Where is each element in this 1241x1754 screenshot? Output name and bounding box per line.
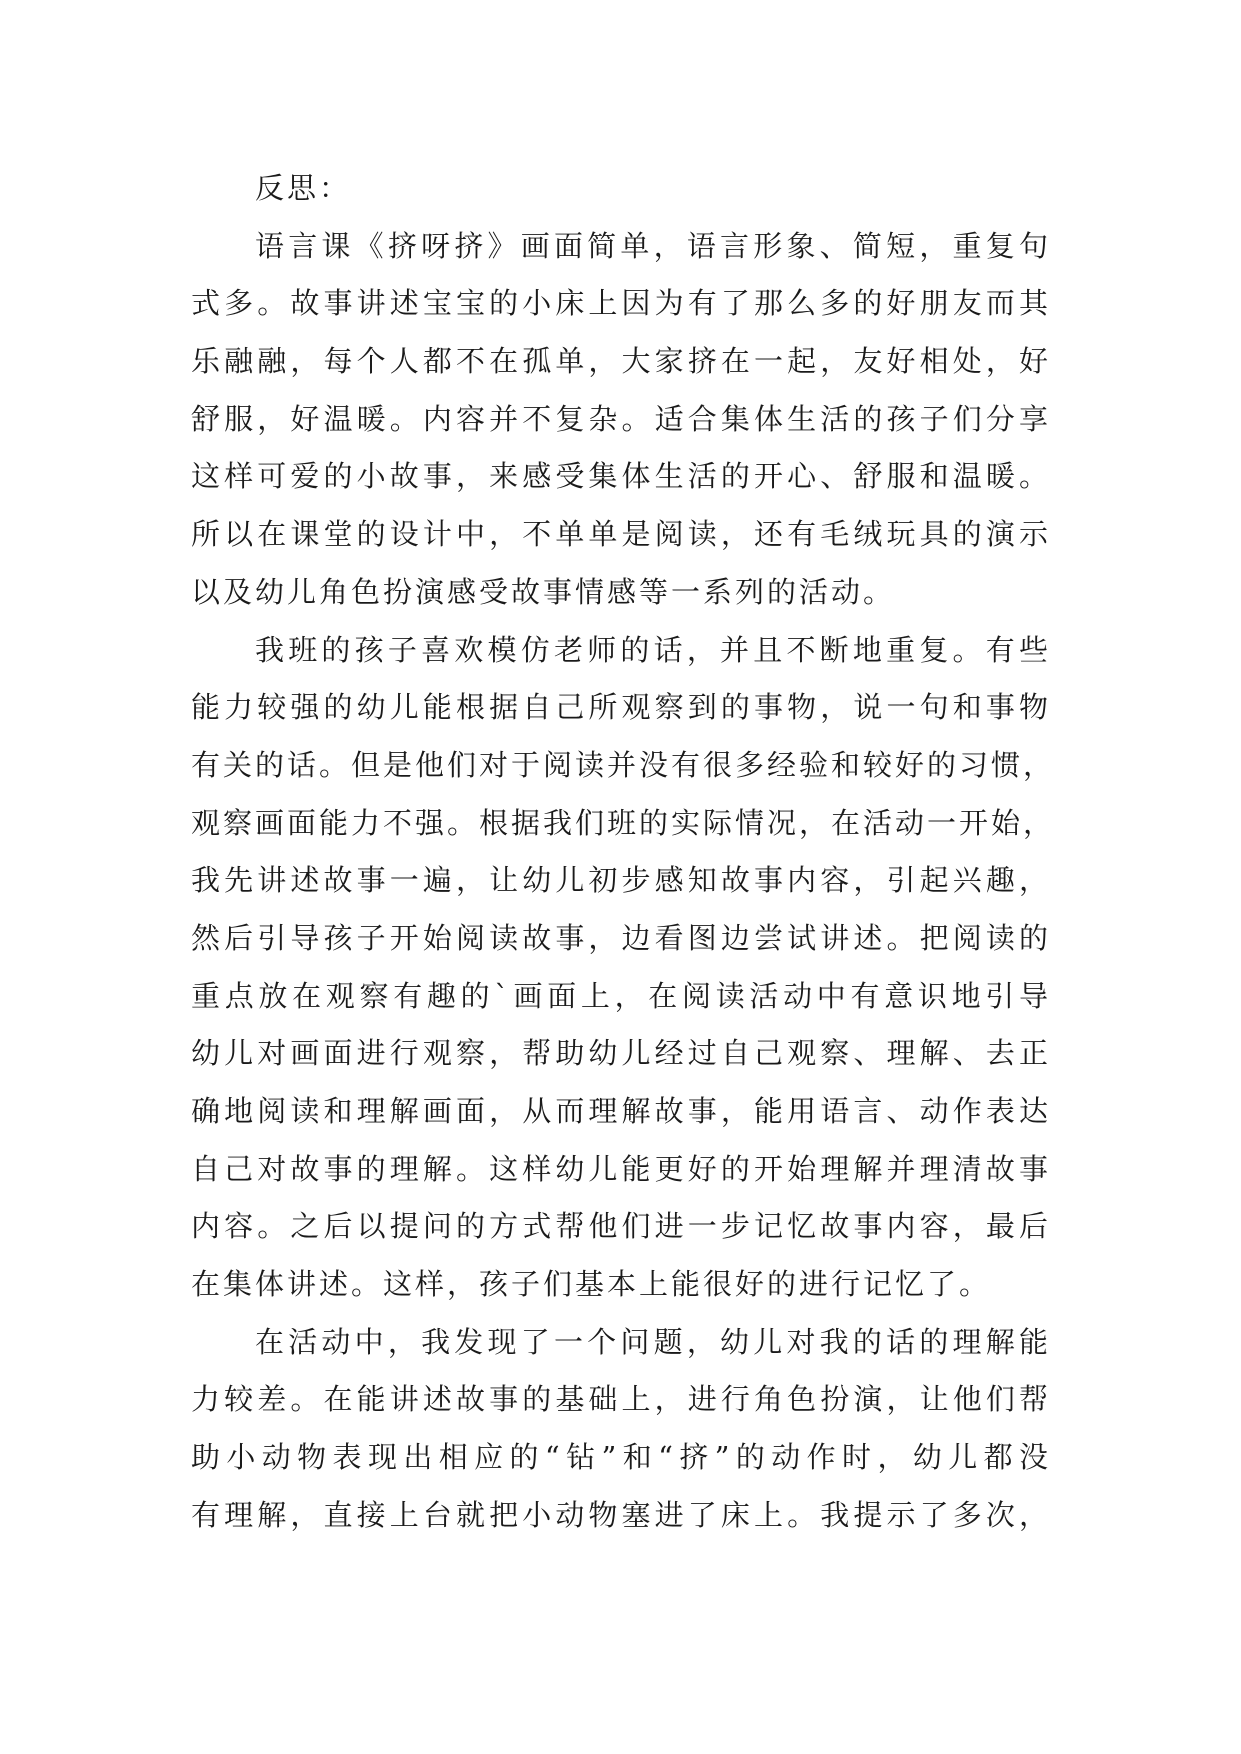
text-line: 能力较强的幼儿能根据自己所观察到的事物，说一句和事物: [191, 690, 1051, 725]
text-line: 这样可爱的小故事，来感受集体生活的开心、舒服和温暖。: [191, 459, 1051, 494]
text-line: 有理解，直接上台就把小动物塞进了床上。我提示了多次，: [191, 1497, 1051, 1532]
text-line: 确地阅读和理解画面，从而理解故事，能用语言、动作表达: [191, 1094, 1051, 1128]
text-line: 式多。故事讲述宝宝的小床上因为有了那么多的好朋友而其: [191, 286, 1051, 321]
text-line: 以及幼儿角色扮演感受故事情感等一系列的活动。: [191, 574, 896, 609]
document-body: [191, 160, 1056, 1545]
text-line: 内容。之后以提问的方式帮他们进一步记忆故事内容，最后: [191, 1209, 1051, 1244]
paragraph-3: [191, 1314, 1051, 1545]
paragraph-1: [191, 218, 1051, 622]
text-line: 我班的孩子喜欢模仿老师的话，并且不断地重复。有些: [255, 632, 1051, 667]
text-line: 乐融融，每个人都不在孤单，大家挤在一起，友好相处，好: [191, 344, 1051, 379]
section-heading: 反思：: [255, 171, 352, 205]
text-line: 幼儿对画面进行观察，帮助幼儿经过自己观察、理解、去正: [191, 1036, 1051, 1071]
text-line: 有关的话。但是他们对于阅读并没有很多经验和较好的习惯，: [191, 747, 1056, 782]
text-line: 自己对故事的理解。这样幼儿能更好的开始理解并理清故事: [191, 1151, 1051, 1186]
text-line: 在活动中，我发现了一个问题，幼儿对我的话的理解能: [255, 1324, 1051, 1359]
text-line: 我先讲述故事一遍，让幼儿初步感知故事内容，引起兴趣，: [191, 863, 1051, 898]
text-line: 所以在课堂的设计中，不单单是阅读，还有毛绒玩具的演示: [191, 517, 1051, 552]
text-line: 观察画面能力不强。根据我们班的实际情况，在活动一开始，: [191, 805, 1056, 840]
paragraph-2: [191, 622, 1056, 1314]
text-line: 在集体讲述。这样，孩子们基本上能很好的进行记忆了。: [191, 1267, 992, 1302]
text-line: 然后引导孩子开始阅读故事，边看图边尝试讲述。把阅读的: [191, 920, 1051, 955]
text-line: 重点放在观察有趣的`画面上，在阅读活动中有意识地引导: [191, 978, 1051, 1013]
text-line: 语言课《挤呀挤》画面简单，语言形象、简短，重复句: [255, 228, 1051, 263]
text-line: 助小动物表现出相应的“钻”和“挤”的动作时，幼儿都没: [191, 1440, 1051, 1475]
text-line: 力较差。在能讲述故事的基础上，进行角色扮演，让他们帮: [191, 1382, 1051, 1417]
text-line: 舒服，好温暖。内容并不复杂。适合集体生活的孩子们分享: [191, 401, 1051, 436]
